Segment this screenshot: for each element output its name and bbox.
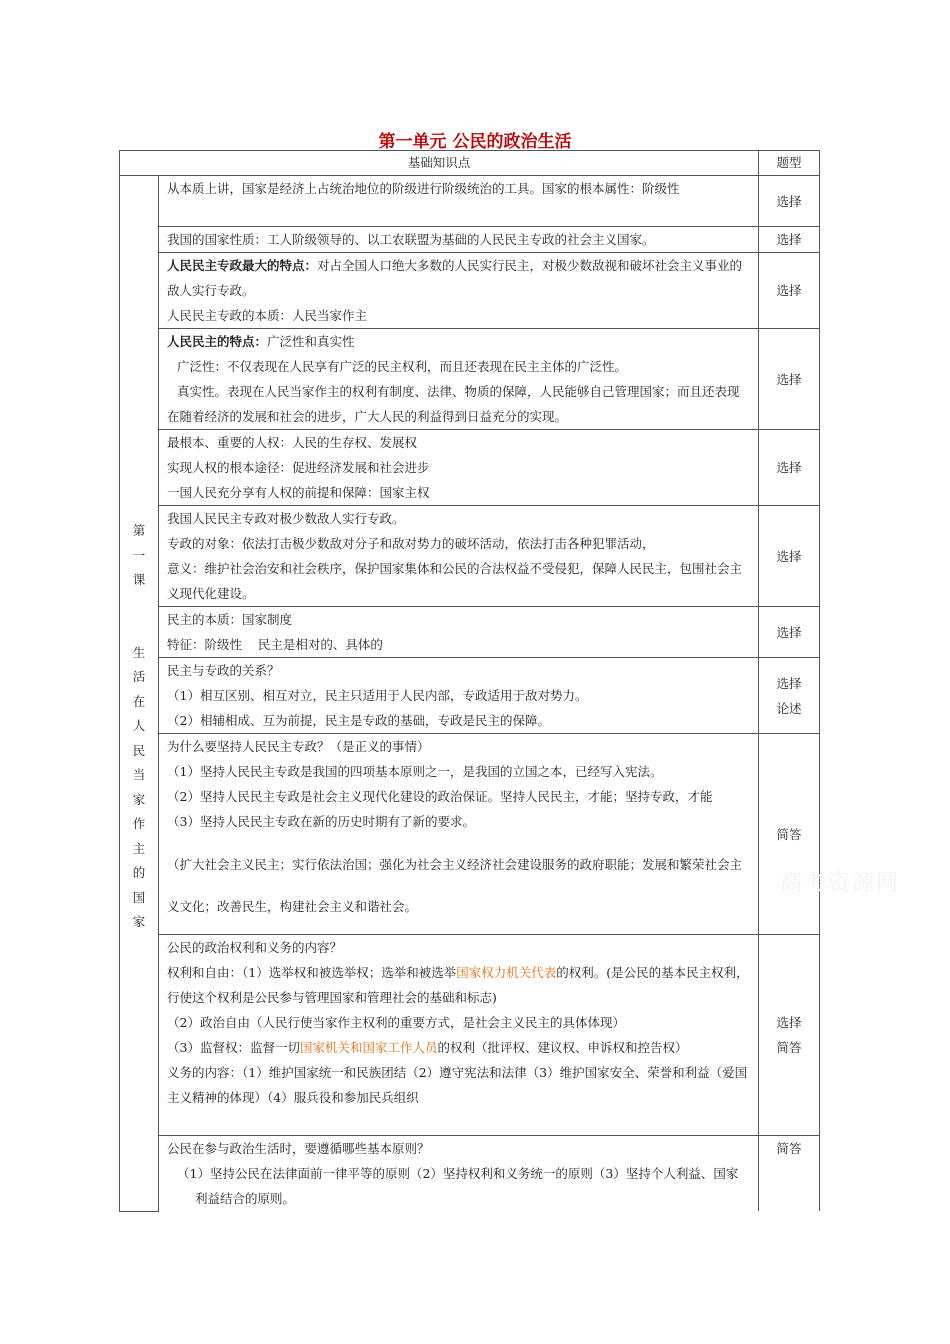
side-char: 课 xyxy=(132,572,146,587)
type-cell: 选择 xyxy=(759,506,820,607)
table-row xyxy=(120,329,820,430)
page-title: 第一单元 公民的政治生活 xyxy=(378,132,572,152)
highlight-text: 国家权力机关代表 xyxy=(456,965,557,980)
type-cell: 简答 xyxy=(759,734,820,935)
side-char: 一 xyxy=(132,547,146,563)
header-knowledge: 基础知识点 xyxy=(120,151,759,176)
knowledge-cell: 我国人民民主专政对极少数敌人实行专政。 专政的对象：依法打击极少数敌对分子和敌对势力的破坏活动，依法打击各种犯罪活动， 意义：维护社会治安和社会秩序，保护国家集体和公民的合法权益不受侵犯，保障人民民主，包围社会主义现代化建设。 xyxy=(159,506,759,607)
header-type: 题型 xyxy=(759,151,820,176)
type-cell: 选择 xyxy=(759,607,820,658)
table-row xyxy=(120,607,820,658)
side-char: 主 xyxy=(132,840,146,856)
knowledge-table xyxy=(119,150,820,1212)
table-row xyxy=(120,935,820,1136)
side-char: 第 xyxy=(132,523,146,538)
side-char: 生 xyxy=(132,644,146,660)
type-cell: 选择 xyxy=(759,227,820,253)
side-char: 家 xyxy=(132,914,146,929)
table-row xyxy=(120,430,820,506)
knowledge-cell: 人民民主的特点：广泛性和真实性 广泛性：不仅表现在人民享有广泛的民主权利，而且还表现在民主主体的广泛性。 真实性。表现在人民当家作主的权利有制度、法律、物质的保障，人民能够自己管理国家；而且还表现在随着经济的发展和社会的进步，广大人民的利益得到日益充分的实现。 xyxy=(159,329,759,430)
table-row xyxy=(120,658,820,734)
table-header-row xyxy=(120,151,820,176)
table-row xyxy=(120,1136,820,1212)
knowledge-cell: 民主与专政的关系？ （1）相互区别、相互对立，民主只适用于人民内部，专政适用于敌对势力。 （2）相辅相成、互为前提，民主是专政的基础，专政是民主的保障。 xyxy=(159,658,759,734)
knowledge-cell: 民主的本质：国家制度 特征：阶级性 民主是相对的、具体的 xyxy=(159,607,759,658)
knowledge-cell: 人民民主专政最大的特点：对占全国人口绝大多数的人民实行民主，对极少数敌视和破坏社会主义事业的敌人实行专政。 人民民主专政的本质：人民当家作主 xyxy=(159,253,759,329)
knowledge-cell: 为什么要坚持人民民主专政？（是正义的事情） （1）坚持人民民主专政是我国的四项基本原则之一，是我国的立国之本，已经写入宪法。 （2）坚持人民民主专政是社会主义现代化建设的政治保证。坚持人民民主，才能；坚持专政，才能 （3）坚持人民民主专政在新的历史时期有了新的要求。 （扩大社会主义民主；实行依法治国；强化为社会主义经济社会建设服务的政府职能；发展和繁荣社会主义文化；改善民生，构建社会主义和谐社会。 xyxy=(159,734,759,935)
type-cell: 选择 论述 xyxy=(759,658,820,734)
side-char: 当 xyxy=(132,767,146,782)
type-cell: 简答 xyxy=(759,1136,820,1212)
table-row xyxy=(120,506,820,607)
table-row xyxy=(120,734,820,935)
table-row xyxy=(120,253,820,329)
lesson-label xyxy=(120,176,159,1212)
table-row xyxy=(120,227,820,253)
type-cell: 选择 xyxy=(759,430,820,506)
watermark: 高考资源网 xyxy=(780,871,901,896)
side-char: 在 xyxy=(132,693,146,709)
type-cell: 选择 xyxy=(759,329,820,430)
type-cell: 选择 简答 xyxy=(759,935,820,1136)
side-char: 人 xyxy=(132,718,146,733)
side-char: 活 xyxy=(132,669,146,684)
knowledge-cell: 我国的国家性质：工人阶级领导的、以工农联盟为基础的人民民主专政的社会主义国家。 xyxy=(159,227,759,253)
side-char: 家 xyxy=(132,791,146,807)
type-cell: 选择 xyxy=(759,176,820,227)
table-row xyxy=(120,176,820,227)
side-char: 国 xyxy=(132,889,146,905)
type-cell: 选择 xyxy=(759,253,820,329)
knowledge-cell: 公民在参与政治生活时，要遵循哪些基本原则？ （1）坚持公民在法律面前一律平等的原则（2）坚持权利和义务统一的原则（3）坚持个人利益、国家利益结合的原则。 xyxy=(159,1136,759,1212)
side-char: 作 xyxy=(132,816,146,831)
knowledge-cell: 最根本、重要的人权：人民的生存权、发展权 实现人权的根本途径：促进经济发展和社会进步 一国人民充分享有人权的前提和保障：国家主权 xyxy=(159,430,759,506)
side-char: 民 xyxy=(132,742,146,758)
knowledge-cell: 从本质上讲，国家是经济上占统治地位的阶级进行阶级统治的工具。国家的根本属性：阶级性 xyxy=(159,176,759,227)
highlight-text: 国家机关和国家工作人员 xyxy=(299,1040,438,1055)
knowledge-cell: 公民的政治权利和义务的内容？ 权利和自由：（1）选举权和被选举权；选举和被选举国家权力机关代表的权利。(是公民的基本民主权利，行使这个权利是公民参与管理国家和管理社会的基础和标志) （2）政治自由（人民行使当家作主权利的重要方式，是社会主义民主的具体体现） （3）监督权：监督一切国家机关和国家工作人员的权利（批评权、建议权、申诉权和控告权） 义务的内容：（1）维护国家统一和民族团结（2）遵守宪法和法律（3）维护国家安全、荣誉和利益（爱国主义精神的体现）（4）服兵役和参加民兵组织 xyxy=(159,935,759,1136)
side-char: 的 xyxy=(132,865,146,880)
